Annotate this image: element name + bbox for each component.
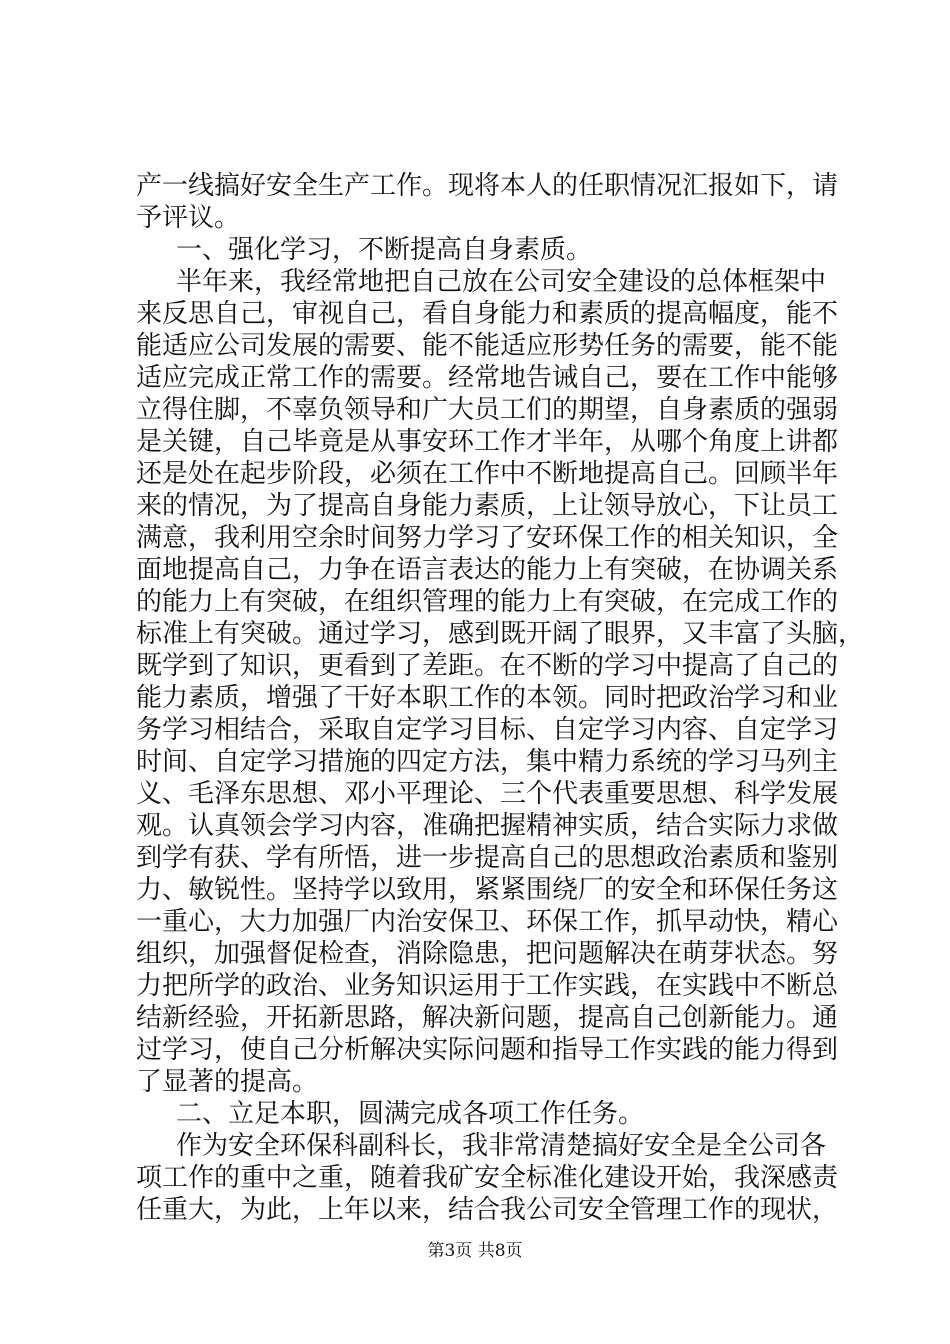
section-heading-text: 一、强化学习，不断提高自身素质。	[176, 235, 593, 265]
text-line-content: 组织，加强督促检查，消除隐患，把问题解决在萌芽状态。努	[136, 939, 839, 969]
text-line-content: 还是处在起步阶段，必须在工作中不断地提高自己。回顾半年	[136, 459, 839, 489]
section-heading-text: 二、立足本职，圆满完成各项工作任务。	[176, 1099, 645, 1129]
text-line	[0, 586, 950, 619]
text-line-content: 既学到了知识，更看到了差距。在不断的学习中提高了自己的	[136, 651, 839, 681]
text-line	[0, 1034, 950, 1067]
text-line	[0, 458, 950, 491]
text-line	[0, 1194, 950, 1227]
text-line	[0, 970, 950, 1003]
section-heading	[0, 1098, 950, 1131]
text-line	[0, 650, 950, 683]
text-line-content: 面地提高自己，力争在语言表达的能力上有突破，在协调关系	[136, 555, 839, 585]
text-line	[0, 1162, 950, 1195]
text-line-content: 任重大，为此，上年以来，结合我公司安全管理工作的现状，	[136, 1195, 839, 1225]
text-line	[0, 554, 950, 587]
text-line	[0, 842, 950, 875]
text-line-content: 了显著的提高。	[136, 1067, 319, 1097]
text-line	[0, 202, 950, 235]
text-line	[0, 394, 950, 427]
text-line	[0, 714, 950, 747]
text-line-content: 满意，我利用空余时间努力学习了安环保工作的相关知识，全	[136, 523, 839, 553]
text-line	[0, 330, 950, 363]
text-line-content: 作为安全环保科副科长，我非常清楚搞好安全是全公司各	[176, 1131, 827, 1161]
text-line	[0, 490, 950, 523]
text-line-content: 项工作的重中之重，随着我矿安全标准化建设开始，我深感责	[136, 1163, 839, 1193]
text-line-content: 立得住脚，不辜负领导和广大员工们的期望，自身素质的强弱	[136, 395, 839, 425]
text-line-content: 义、毛泽东思想、邓小平理论、三个代表重要思想、科学发展	[136, 779, 839, 809]
text-line-content: 过学习，使自己分析解决实际问题和指导工作实践的能力得到	[136, 1035, 839, 1065]
text-line-content: 观。认真领会学习内容，准确把握精神实质，结合实际力求做	[136, 811, 839, 841]
text-line	[0, 522, 950, 555]
text-line	[0, 938, 950, 971]
text-line-content: 到学有获、学有所悟，进一步提高自己的思想政治素质和鉴别	[136, 843, 839, 873]
text-line-content: 来反思自己，审视自己，看自身能力和素质的提高幅度，能不	[136, 299, 839, 329]
text-line-content: 标准上有突破。通过学习，感到既开阔了眼界，又丰富了头脑，	[136, 619, 865, 649]
text-line-content: 时间、自定学习措施的四定方法，集中精力系统的学习马列主	[136, 747, 839, 777]
text-line	[0, 746, 950, 779]
text-line-content: 力、敏锐性。坚持学以致用，紧紧围绕厂的安全和环保任务这	[136, 875, 839, 905]
text-line-content: 力把所学的政治、业务知识运用于工作实践，在实践中不断总	[136, 971, 839, 1001]
text-line-content: 来的情况，为了提高自身能力素质，上让领导放心，下让员工	[136, 491, 839, 521]
text-line-content: 结新经验，开拓新思路，解决新问题，提高自己创新能力。通	[136, 1003, 839, 1033]
text-line-content: 的能力上有突破，在组织管理的能力上有突破，在完成工作的	[136, 587, 839, 617]
text-line	[0, 874, 950, 907]
text-line-content: 务学习相结合，采取自定学习目标、自定学习内容、自定学习	[136, 715, 839, 745]
text-line-content: 能适应公司发展的需要、能不能适应形势任务的需要，能不能	[136, 331, 839, 361]
section-heading	[0, 234, 950, 267]
text-line-content: 能力素质，增强了干好本职工作的本领。同时把政治学习和业	[136, 683, 839, 713]
text-line	[0, 362, 950, 395]
text-line	[0, 426, 950, 459]
text-line	[0, 682, 950, 715]
text-line	[0, 906, 950, 939]
text-line	[0, 1066, 950, 1099]
text-line-content: 适应完成正常工作的需要。经常地告诫自己，要在工作中能够	[136, 363, 839, 393]
text-line-content: 一重心，大力加强厂内治安保卫、环保工作，抓早动快，精心	[136, 907, 839, 937]
page-number-footer: 第3页 共8页	[427, 1241, 523, 1261]
text-line	[0, 170, 950, 203]
text-line	[0, 298, 950, 331]
text-line	[0, 618, 950, 651]
text-line-content: 产一线搞好安全生产工作。现将本人的任职情况汇报如下，请	[136, 171, 839, 201]
text-line	[0, 266, 950, 299]
text-line	[0, 810, 950, 843]
text-line-content: 是关键，自己毕竟是从事安环工作才半年，从哪个角度上讲都	[136, 427, 839, 457]
text-line-content: 半年来，我经常地把自己放在公司安全建设的总体框架中	[176, 267, 827, 297]
text-line-content: 予评议。	[136, 203, 241, 233]
text-line	[0, 1002, 950, 1035]
text-line	[0, 778, 950, 811]
text-line	[0, 1130, 950, 1163]
